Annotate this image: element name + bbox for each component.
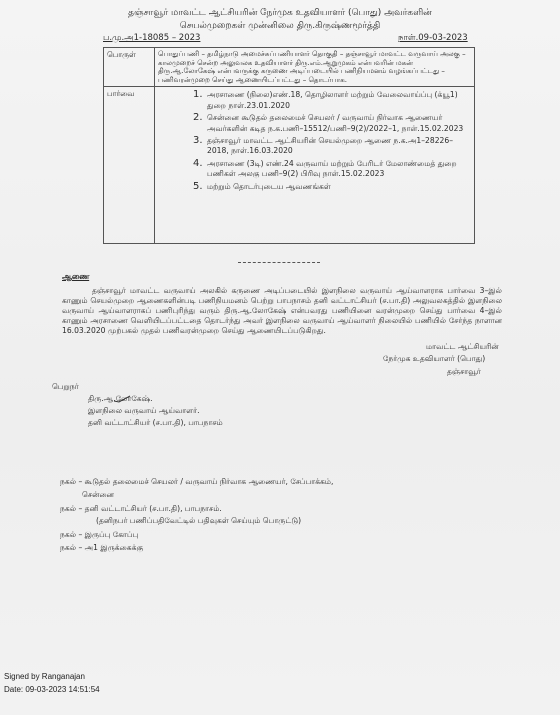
copy-to-2: நகல் – தனி வட்டாட்சியர் (ச.பா.தி), பாபநாசம்.: [60, 504, 222, 513]
order-heading: ஆணை: [62, 272, 90, 281]
separator-line: [238, 262, 320, 263]
digital-signature-date: Date: 09-03-2023 14:51:54: [4, 685, 100, 694]
handwritten-tick-mark: [113, 395, 131, 403]
subject-text: பொதுப்பணி – தமிழ்நாடு அமைச்சுப்பணியாளர் தொகுதி – தஞ்சாவூர் மாவட்ட வருவாய் அலகு – காலமுறைச் சென்ற அலுவலக உதவியாளர் திரு.எம்.ஆறுமுகம் என்பவரின் மகன் திரு.ஆ.லோகேஷ் என்பவருக்கு கருணை அடிப்படையில் பணிநியமனம் வழங்கப்பட்டது – பணிவரன்முறை செய்து ஆணையிடப்பட்டது – தொடர்பாக.: [155, 48, 475, 87]
order-body: தஞ்சாவூர் மாவட்ட வருவாய் அலகில் கருணை அடிப்படையில் இளநிலை வருவாய் ஆய்வாளராக பார்வை 3–இல் காணும் செயல்முறை ஆணைகளின்படி பணிநியமனம் பெற்று பாபநாசம் தனி வட்டாட்சியர் (ச.பா.தி) அலுவலகத்தில் இளநிலை வருவாய் ஆய்வாளராகப் பணிபுரிந்து வரும் திரு.ஆ.லோகேஷ் என்பவரது பணியினை வரன்முறை செய்து பார்வை 4–இல் காணும் அரசாணை வெளியிடப்பட்டதை தொடர்ந்து அவர் இளநிலை வருவாய் ஆய்வாளர் நிலையில் பணியில் சேர்ந்த நாளான 16.03.2020 முற்பகல் முதல் பணிவரன்முறை செய்து ஆணையிடப்படுகிறது.: [62, 286, 502, 335]
copy-to-1-city: சென்னை: [82, 490, 115, 499]
reference-item: [193, 159, 471, 180]
reference-number-4: 4.: [193, 157, 203, 169]
references-list: [193, 90, 471, 192]
reference-number-1: 1.: [193, 89, 203, 101]
reference-text-3: தஞ்சாவூர் மாவட்ட ஆட்சியரின் செயல்முறை ஆணை ந.க.அ1–28226–2018, நாள்.16.03.2020: [207, 136, 453, 156]
reference-item: [193, 136, 471, 157]
recipient-designation: இளநிலை வருவாய் ஆய்வாளர்.: [88, 406, 200, 415]
reference-number-5: 5.: [193, 180, 203, 192]
reference-text-4: அரசாணை (3டி) எண்.24 வருவாய் மற்றும் பேரிடர் மேலாண்மைத் துறை பணிகள் அலகு பணி–9(2) பிரிவு நாள்.15.02.2023: [207, 158, 457, 179]
copy-to-2-note: (தனிநபர் பணிப்பதிவேட்டில் பதிவுகள் செய்யும் பொருட்டு): [96, 516, 302, 525]
reference-text-2: சென்னை கூடுதல் தலைமைச் செயலர் / வருவாய் நிர்வாக ஆணையர் அவர்களின் கடித ந.க.பணி–15512/பணி–9(2)/2022–1, நாள்.15.02.2023: [207, 113, 464, 133]
recipient-name: திரு.ஆ.லோகேஷ்.: [88, 394, 153, 403]
header-line-2: செயல்முறைகள் முன்னிலை திரு.கிருஷ்ணமூர்த்தி: [179, 21, 381, 31]
digital-signature-signed-by: Signed by Ranganajan: [4, 672, 85, 681]
signature-line-2: நேர்முக உதவியாளர் (பொது): [383, 354, 486, 363]
reference-item: [193, 90, 471, 111]
subject-reference-table: [103, 47, 475, 244]
header-line-1: தஞ்சாவூர் மாவட்ட ஆட்சியரின் நேர்முக உதவியாளர் (பொது) அவர்களின்: [128, 8, 432, 18]
reference-text-1: அரசாணை (நிலை)எண்.18, தொழிலாளர் மற்றும் வேலைவாய்ப்பு (க்யூ1) துறை நாள்.23.01.2020: [207, 90, 458, 110]
signature-line-1: மாவட்ட ஆட்சியரின்: [426, 342, 499, 351]
reference-number-2: 2.: [193, 112, 203, 124]
recipient-label: பெறுநர்: [52, 382, 79, 391]
recipient-office: தனி வட்டாட்சியர் (ச.பா.தி), பாபநாசம்: [88, 418, 223, 427]
references-row: [104, 87, 475, 244]
signature-line-3: தஞ்சாவூர்: [447, 367, 481, 376]
reference-item: [193, 182, 471, 192]
reference-number: ப.மு.அ1-18085 – 2023: [103, 33, 201, 43]
reference-number-3: 3.: [193, 135, 203, 146]
subject-label: பொருள்: [104, 48, 155, 87]
copy-to-1: நகல் – கூடுதல் தலைமைச் செயலர் / வருவாய் நிர்வாக ஆணையர், சேப்பாக்கம்,: [60, 477, 334, 486]
copy-to-3: நகல் – இருப்பு கோப்பு: [60, 530, 139, 539]
reference-item: [193, 113, 471, 134]
order-date: நாள்.09-03-2023: [398, 33, 468, 43]
references-label: பார்வை: [104, 87, 155, 244]
copy-to-4: நகல் – அ1 இருக்கைக்கு: [60, 543, 144, 552]
subject-row: [104, 48, 475, 87]
reference-text-5: மற்றும் தொடர்புடைய ஆவணங்கள்: [207, 181, 331, 191]
